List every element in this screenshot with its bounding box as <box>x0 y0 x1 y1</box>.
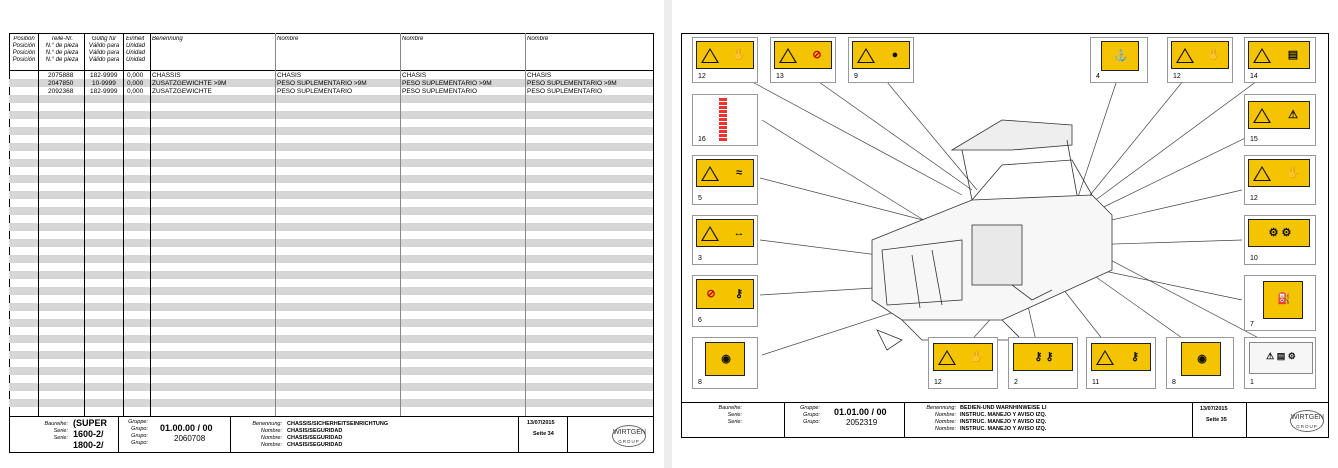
row-stripe <box>9 287 653 295</box>
header-benennung: Benennung <box>152 36 183 42</box>
column-divider <box>525 33 526 416</box>
reflective-strip <box>719 98 727 142</box>
auger-hazard-decal: ◉ <box>705 342 745 376</box>
manual-decal: ▤ <box>1248 41 1310 69</box>
label-callout-14: ▤ 14 <box>1244 37 1316 83</box>
fuel-decal: ⛽ <box>1263 281 1303 319</box>
row-stripe <box>9 191 653 199</box>
column-divider <box>38 33 39 416</box>
row-stripe <box>9 351 653 359</box>
hazard-decal: ⚠ <box>1248 101 1310 129</box>
header-position: Position Posición Posición Posición <box>12 36 36 63</box>
row-stripe <box>9 271 653 279</box>
row-stripe <box>9 399 653 407</box>
group-number: 2060708 <box>174 434 206 443</box>
page-number: Seite 35 <box>1206 417 1227 423</box>
label-callout-15: ⚠ 15 <box>1244 94 1316 146</box>
lifting-point-decal: ⚓ <box>1101 41 1139 71</box>
row-stripe <box>9 111 653 119</box>
distance-decal: ↔ <box>696 219 754 247</box>
footer-divider <box>681 402 1329 403</box>
label-callout-11: ⚷ 11 <box>1086 337 1156 389</box>
row-stripe <box>9 255 653 263</box>
column-divider <box>84 33 85 416</box>
label-callout-3: ↔ 3 <box>692 215 758 265</box>
row-stripe <box>9 143 653 151</box>
hazard-key-decal: ⚷ <box>1091 343 1151 371</box>
group-code: 01.01.00 / 00 <box>834 407 887 417</box>
series-values: (SUPER 1600-2/ 1800-2/ <box>73 418 108 450</box>
row-stripe <box>9 207 653 215</box>
row-stripe <box>9 367 653 375</box>
date: 13/07/2015 <box>1200 406 1228 412</box>
pinch-warning-decal: ✋ <box>1248 159 1310 187</box>
row-stripe <box>9 127 653 135</box>
row-stripe <box>9 175 653 183</box>
prohibition-decal: ⊘ <box>774 41 832 69</box>
row-stripe <box>9 95 653 103</box>
column-divider <box>150 33 151 416</box>
row-stripe <box>9 383 653 391</box>
hot-surface-decal: ≈ <box>696 159 754 187</box>
pinch-warning-decal: ✋ <box>933 343 993 371</box>
label-callout-13: ⊘ 13 <box>770 37 836 83</box>
label-callout-7: ⛽ 7 <box>1244 275 1316 331</box>
label-callout-5: ≈ 5 <box>692 155 758 205</box>
wirtgen-logo: WIRTGEN GROUP <box>1290 410 1324 432</box>
hazard-decal: ● <box>852 41 910 69</box>
row-stripe <box>9 239 653 247</box>
header-unit: Einheit Unidad Unidad Unidad <box>126 36 146 63</box>
header-nombre-2: Nombre <box>402 36 424 42</box>
header-part-number: Teile-Nr. N.° de pieza N.° de pieza N.° de pieza <box>45 36 79 63</box>
column-divider <box>123 33 124 416</box>
safety-labels-page: ✋ 12 ⊘ 13 ● 9 ⚓ 4 ✋ 12 ▤ 14 16 ⚠ 15 ≈ 5 ✋ 12 ↔ 3 ⚙ ⚙ 10 ⊘ ⚷ 6 ⛽ 7 ◉ 8 ✋ 12 ⚷ ⚷ 2 ⚷ 11 ◉ 8 ⚠ ▤ ⚙ 1 Baureihe: Serie: Serie: Gruppe: Grupo: Grupo: 01.01.00 / 00 2052319 Benennung: Nombre: Nombre: Nombre: BEDIEN-UND WARNHINWEISE LI INSTRUC. MANEJO Y AVISO IZQ. INSTRUC. MANEJO Y AVISO IZQ. INSTRUC. MANEJO Y AVISO IZQ. 13/07/2015 Seite 35 WIRTGEN GROUP <box>672 0 1338 468</box>
group-code: 01.00.00 / 00 <box>160 423 213 433</box>
date: 13/07/2015 <box>527 420 555 426</box>
column-divider <box>275 33 276 416</box>
footer-divider <box>9 416 654 417</box>
instruction-decal: ⚙ ⚙ <box>1248 219 1310 247</box>
label-callout-4: ⚓ 4 <box>1090 37 1148 83</box>
row-stripe <box>9 159 653 167</box>
label-callout-1: ⚠ ▤ ⚙ 1 <box>1244 337 1316 389</box>
pinch-warning-decal: ✋ <box>696 41 754 69</box>
label-callout-12d: ✋ 12 <box>928 337 998 389</box>
label-callout-8b: ◉ 8 <box>1166 337 1234 389</box>
wirtgen-logo: WIRTGEN GROUP <box>612 425 646 447</box>
page-number: Seite 34 <box>533 431 554 437</box>
label-callout-8: ◉ 8 <box>692 337 758 389</box>
label-callout-16: 16 <box>692 94 758 146</box>
header-divider <box>9 70 654 71</box>
label-callout-10: ⚙ ⚙ 10 <box>1244 215 1316 265</box>
label-callout-12c: ✋ 12 <box>1244 155 1316 205</box>
row-stripe <box>9 319 653 327</box>
row-stripe <box>9 303 653 311</box>
no-entry-decal: ⊘ ⚷ <box>696 279 754 309</box>
label-callout-9: ● 9 <box>848 37 914 83</box>
row-stripe <box>9 335 653 343</box>
label-callout-12: ✋ 12 <box>692 37 758 83</box>
paver-drawing <box>872 120 1112 350</box>
info-decal: ⚠ ▤ ⚙ <box>1249 342 1313 374</box>
row-stripe <box>9 223 653 231</box>
label-callout-2: ⚷ ⚷ 2 <box>1008 337 1078 389</box>
header-valid-for: Gültig für Válido para Válido para Válido para <box>88 36 120 63</box>
label-callout-6: ⊘ ⚷ 6 <box>692 275 758 327</box>
pinch-warning-decal: ✋ <box>1171 41 1229 69</box>
key-decal: ⚷ ⚷ <box>1013 343 1073 371</box>
group-number: 2052319 <box>846 418 878 427</box>
header-nombre-1: Nombre <box>277 36 299 42</box>
auger-hazard-decal: ◉ <box>1181 342 1221 376</box>
header-nombre-3: Nombre <box>527 36 549 42</box>
column-divider <box>400 33 401 416</box>
parts-list-page: Position Posición Posición Posición Teile-Nr. N.° de pieza N.° de pieza N.° de pieza Gültig für Válido para Válido para Válido para Einheit Unidad Unidad Unidad Benennung Nombre Nombre Nombre 2075888 182-9999 0,000 CHASSIS CHASIS CHASIS CHASIS 2047850 10-9999 0,000 ZUSATZGEWICHTE >9M PESO SUPLEMENTARIO >9M PESO SUPLEMENTARIO >9M PESO SUPLEMENTARIO >9M 2092368 182-9999 0,000 ZUSATZGEWICHTE PESO SUPLEMENTARIO PESO SUPLEMENTARIO PESO SUPLEMENTARIO Baureihe: Serie: Serie: (SUPER 1600-2/ 1800-2/ Gruppe: Grupo: Grupo: Grupo: 01.00.00 / 00 2060708 Benennung: Nombre: Nombre: Nombre: CHASSIS/SICHERHEITSEINRICHTUNG CHASIS/SEGURIDAD CHASIS/SEGURIDAD CHASIS/SEGURIDAD 13/07/2015 Seite 34 WIRTGEN GROUP <box>0 0 664 468</box>
label-callout-12b: ✋ 12 <box>1167 37 1233 83</box>
